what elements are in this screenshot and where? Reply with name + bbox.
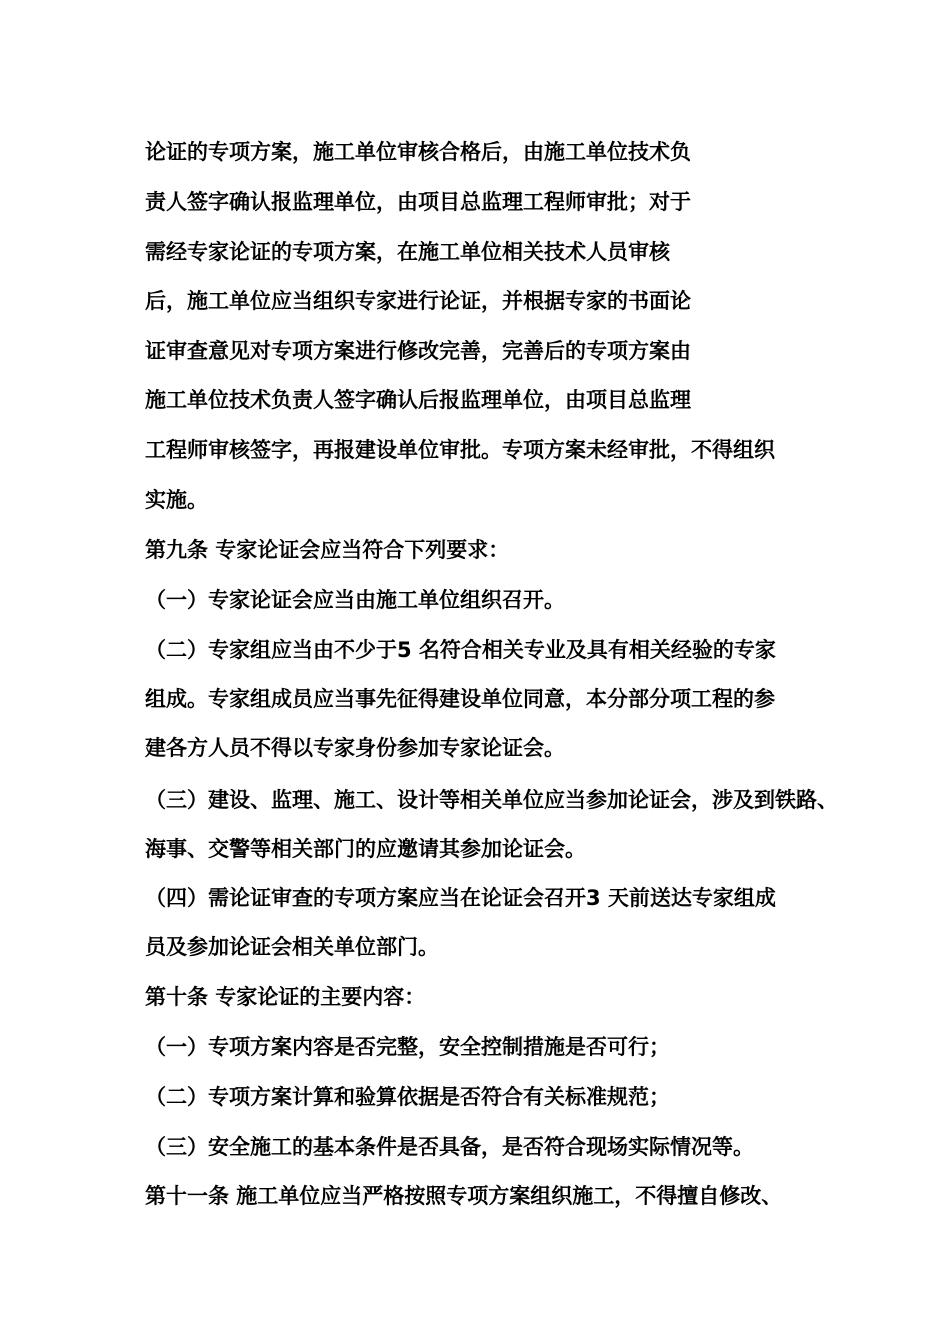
text-line: 施工单位技术负责人签字确认后报监理单位，由项目总监理: [145, 388, 691, 412]
text-line: 需经专家论证的专项方案，在施工单位相关技术人员审核: [145, 240, 670, 264]
article-heading: 第十一条 施工单位应当严格按照专项方案组织施工，不得擅自修改、: [145, 1184, 783, 1208]
article-heading: 第十条 专家论证的主要内容：: [145, 985, 426, 1009]
list-item: （一）专项方案内容是否完整，安全控制措施是否可行；: [145, 1035, 670, 1059]
text-line: 实施。: [145, 488, 208, 512]
list-item: （三）建设、监理、施工、设计等相关单位应当参加论证会，涉及到铁路、: [145, 788, 838, 812]
text-line: 建各方人员不得以专家身份参加专家论证会。: [145, 736, 565, 760]
text-line: 工程师审核签字，再报建设单位审批。专项方案未经审批，不得组织: [145, 438, 775, 462]
text-line: 后，施工单位应当组织专家进行论证，并根据专家的书面论: [145, 289, 691, 313]
list-item: （二）专家组应当由不少于5 名符合相关专业及具有相关经验的专家: [145, 638, 776, 662]
list-item: （一）专家论证会应当由施工单位组织召开。: [145, 588, 565, 612]
text-line: 员及参加论证会相关单位部门。: [145, 935, 439, 959]
text-line: 证审查意见对专项方案进行修改完善，完善后的专项方案由: [145, 339, 691, 363]
text-line: 责人签字确认报监理单位，由项目总监理工程师审批；对于: [145, 190, 691, 214]
text-line: 论证的专项方案，施工单位审核合格后，由施工单位技术负: [145, 140, 691, 164]
article-heading: 第九条 专家论证会应当符合下列要求：: [145, 538, 510, 562]
list-item: （二）专项方案计算和验算依据是否符合有关标准规范；: [145, 1085, 670, 1109]
text-line: 海事、交警等相关部门的应邀请其参加论证会。: [145, 837, 586, 861]
list-item: （四）需论证审查的专项方案应当在论证会召开3 天前送达专家组成: [145, 886, 776, 910]
text-line: 组成。专家组成员应当事先征得建设单位同意，本分部分项工程的参: [145, 687, 775, 711]
list-item: （三）安全施工的基本条件是否具备，是否符合现场实际情况等。: [145, 1135, 754, 1159]
